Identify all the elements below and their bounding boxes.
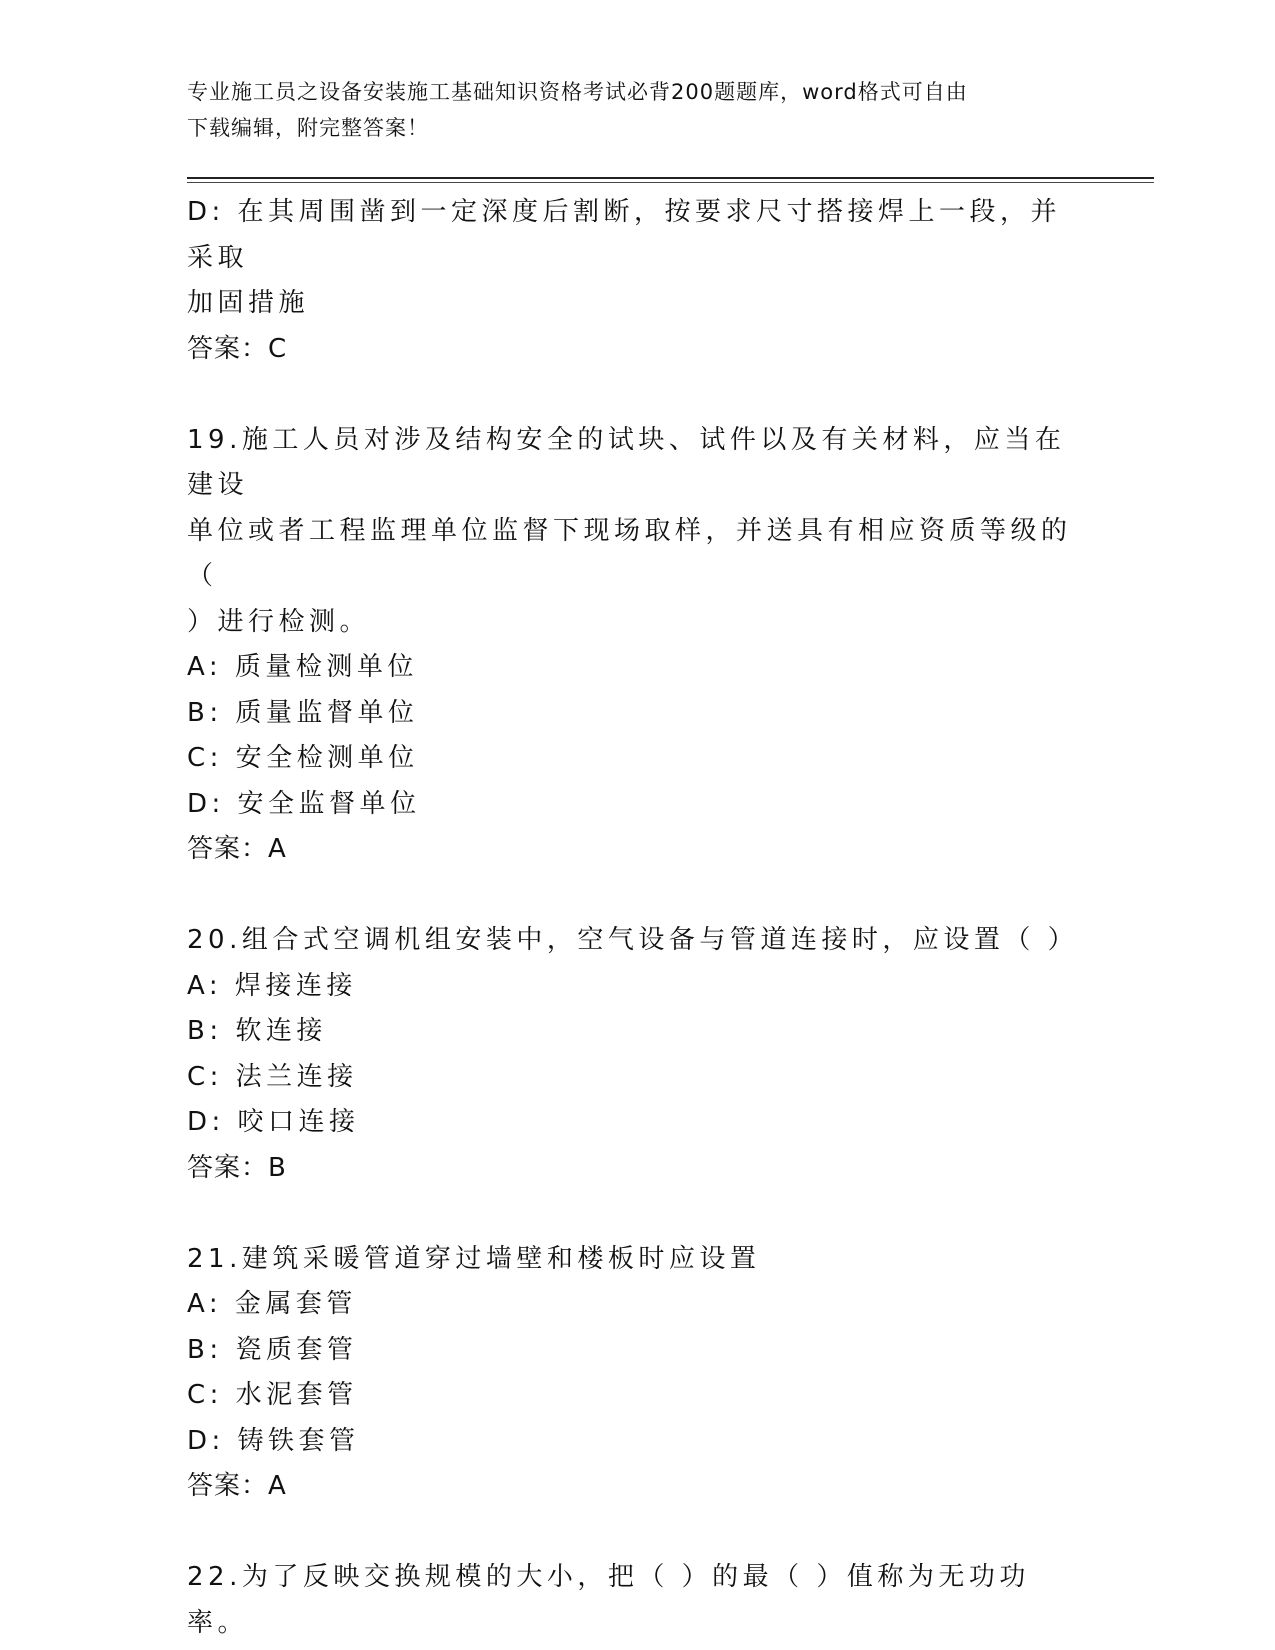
option-c: C: 法兰连接 xyxy=(187,1061,358,1092)
question-stem-line: 21.建筑采暖管道穿过墙壁和楼板时应设置 xyxy=(187,1243,761,1274)
question-20 xyxy=(187,918,1087,1191)
header-line-1: 专业施工员之设备安装施工基础知识资格考试必背200题题库，word格式可自由 xyxy=(187,80,968,104)
document-header xyxy=(187,74,1087,146)
question-stem-line: 20.组合式空调机组安装中，空气设备与管道连接时，应设置（ ） xyxy=(187,925,1079,955)
option-c: C: 安全检测单位 xyxy=(187,743,419,773)
option-a: A: 金属套管 xyxy=(187,1289,357,1319)
option-c: C: 水泥套管 xyxy=(187,1380,358,1410)
header-line-2: 下载编辑，附完整答案！ xyxy=(187,116,429,140)
question-stem-line: 单位或者工程监理单位监督下现场取样，并送具有相应资质等级的（ xyxy=(187,515,1072,591)
question-stem-line: 19.施工人员对涉及结构安全的试块、试件以及有关材料，应当在建设 xyxy=(187,424,1066,500)
question-stem-line: ）进行检测。 xyxy=(187,606,371,637)
answer-line: 答案：A xyxy=(187,1471,287,1501)
header-divider-thin xyxy=(187,182,1154,183)
spacer xyxy=(187,372,1087,418)
question-21 xyxy=(187,1237,1087,1510)
spacer xyxy=(187,873,1087,919)
option-d: D: 铸铁套管 xyxy=(187,1425,360,1456)
option-d: D: 咬口连接 xyxy=(187,1107,360,1137)
option-b: B: 软连接 xyxy=(187,1016,327,1046)
question-19 xyxy=(187,418,1087,873)
spacer xyxy=(187,1191,1087,1237)
answer-line: 答案：C xyxy=(187,333,288,364)
option-d-line-1: D: 在其周围凿到一定深度后割断，按要求尺寸搭接焊上一段，并采取 xyxy=(187,197,1062,273)
question-22 xyxy=(187,1555,1087,1646)
header-divider-thick xyxy=(187,177,1154,179)
option-b: B: 质量监督单位 xyxy=(187,697,419,728)
option-d-line-2: 加固措施 xyxy=(187,288,310,318)
option-a: A: 焊接连接 xyxy=(187,970,357,1001)
spacer xyxy=(187,1510,1087,1556)
option-a: A: 质量检测单位 xyxy=(187,652,418,682)
question-list xyxy=(187,190,1087,1646)
answer-line: 答案：A xyxy=(187,834,287,864)
continued-question xyxy=(187,190,1087,372)
option-d: D: 安全监督单位 xyxy=(187,788,421,819)
option-b: B: 瓷质套管 xyxy=(187,1334,358,1365)
question-stem-line: 22.为了反映交换规模的大小，把（ ）的最（ ）值称为无功功率。 xyxy=(187,1562,1030,1638)
answer-line: 答案：B xyxy=(187,1152,287,1183)
